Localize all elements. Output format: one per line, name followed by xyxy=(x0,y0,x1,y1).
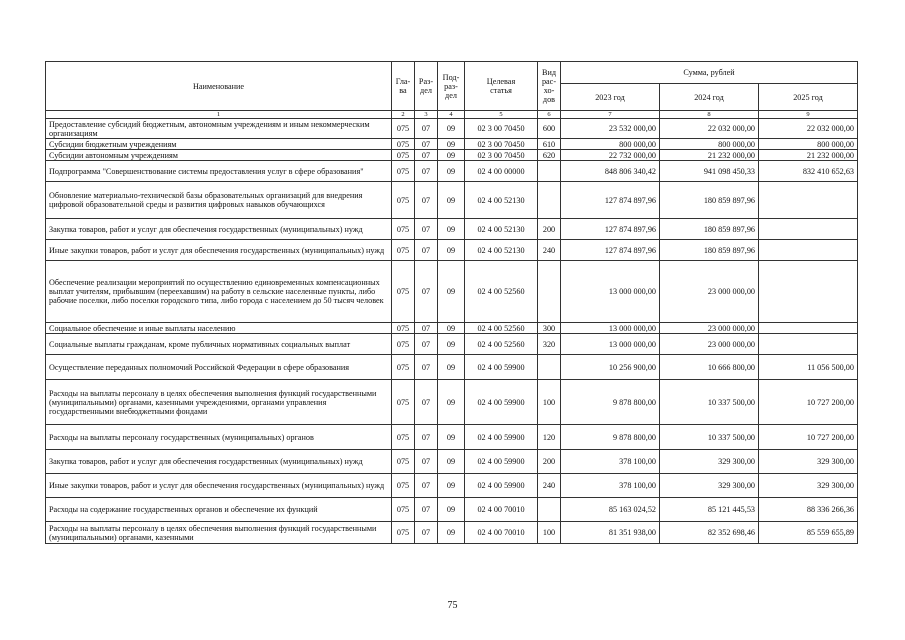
row-sum-2023: 378 100,00 xyxy=(561,450,660,474)
row-sum-2024: 23 000 000,00 xyxy=(660,334,759,355)
table-row xyxy=(46,334,858,355)
row-sum-2023: 800 000,00 xyxy=(561,139,660,150)
row-expense-type: 610 xyxy=(538,139,561,150)
row-razdel: 07 xyxy=(415,119,438,139)
row-expense-type: 200 xyxy=(538,450,561,474)
table-row xyxy=(46,150,858,161)
row-sum-2023: 127 874 897,96 xyxy=(561,240,660,261)
header-year-2025: 2025 год xyxy=(759,84,858,111)
row-sum-2025: 329 300,00 xyxy=(759,450,858,474)
row-sum-2025 xyxy=(759,240,858,261)
row-name: Субсидии бюджетным учреждениям xyxy=(46,139,392,150)
row-glava: 075 xyxy=(392,261,415,323)
row-name: Закупка товаров, работ и услуг для обеспечения государственных (муниципальных) нужд xyxy=(46,450,392,474)
table-body xyxy=(46,119,858,544)
row-target-article: 02 4 00 59900 xyxy=(465,425,538,450)
row-sum-2024: 329 300,00 xyxy=(660,474,759,498)
row-glava: 075 xyxy=(392,119,415,139)
row-sum-2025 xyxy=(759,261,858,323)
row-razdel: 07 xyxy=(415,219,438,240)
row-sum-2025: 21 232 000,00 xyxy=(759,150,858,161)
row-razdel: 07 xyxy=(415,323,438,334)
row-target-article: 02 4 00 52560 xyxy=(465,334,538,355)
column-number: 7 xyxy=(561,111,660,119)
row-podrazdel: 09 xyxy=(438,474,465,498)
row-sum-2023: 9 878 800,00 xyxy=(561,425,660,450)
row-glava: 075 xyxy=(392,474,415,498)
row-podrazdel: 09 xyxy=(438,425,465,450)
row-sum-2024: 180 859 897,96 xyxy=(660,219,759,240)
row-sum-2025 xyxy=(759,219,858,240)
table-row xyxy=(46,161,858,182)
table-row xyxy=(46,240,858,261)
row-target-article: 02 4 00 59900 xyxy=(465,474,538,498)
table-header xyxy=(46,62,858,119)
row-glava: 075 xyxy=(392,355,415,380)
row-expense-type: 100 xyxy=(538,522,561,544)
table-row xyxy=(46,474,858,498)
row-sum-2024: 180 859 897,96 xyxy=(660,240,759,261)
row-expense-type xyxy=(538,498,561,522)
row-sum-2025: 329 300,00 xyxy=(759,474,858,498)
header-target-article: Целевая статья xyxy=(465,62,538,111)
row-sum-2025: 22 032 000,00 xyxy=(759,119,858,139)
table-row xyxy=(46,425,858,450)
row-target-article: 02 3 00 70450 xyxy=(465,119,538,139)
row-expense-type: 120 xyxy=(538,425,561,450)
row-expense-type xyxy=(538,355,561,380)
row-target-article: 02 4 00 00000 xyxy=(465,161,538,182)
header-glava: Гла- ва xyxy=(392,62,415,111)
row-name: Субсидии автономным учреждениям xyxy=(46,150,392,161)
row-expense-type: 100 xyxy=(538,380,561,425)
row-target-article: 02 4 00 59900 xyxy=(465,450,538,474)
row-sum-2025: 10 727 200,00 xyxy=(759,425,858,450)
row-razdel: 07 xyxy=(415,161,438,182)
row-target-article: 02 4 00 52130 xyxy=(465,219,538,240)
column-number: 9 xyxy=(759,111,858,119)
row-sum-2023: 81 351 938,00 xyxy=(561,522,660,544)
row-name: Иные закупки товаров, работ и услуг для обеспечения государственных (муниципальных) нужд xyxy=(46,240,392,261)
row-razdel: 07 xyxy=(415,182,438,219)
row-expense-type: 240 xyxy=(538,474,561,498)
row-sum-2024: 85 121 445,53 xyxy=(660,498,759,522)
row-podrazdel: 09 xyxy=(438,522,465,544)
row-sum-2025: 10 727 200,00 xyxy=(759,380,858,425)
column-number: 6 xyxy=(538,111,561,119)
row-name: Предоставление субсидий бюджетным, автономным учреждениям и иным некоммерческим организациям xyxy=(46,119,392,139)
row-glava: 075 xyxy=(392,498,415,522)
column-number: 8 xyxy=(660,111,759,119)
row-razdel: 07 xyxy=(415,380,438,425)
row-name: Расходы на выплаты персоналу государственных (муниципальных) органов xyxy=(46,425,392,450)
row-sum-2023: 85 163 024,52 xyxy=(561,498,660,522)
row-name: Расходы на выплаты персоналу в целях обеспечения выполнения функций государственными (муниципальными) органами, казенными учреждениями, органами управления государственными внебюджетными фондами xyxy=(46,380,392,425)
page-number: 75 xyxy=(447,600,458,611)
row-name: Обновление материально-технической базы образовательных организаций для внедрения цифровой образовательной среды и развития цифровых навыков обучающихся xyxy=(46,182,392,219)
row-sum-2023: 127 874 897,96 xyxy=(561,182,660,219)
row-podrazdel: 09 xyxy=(438,139,465,150)
row-sum-2023: 9 878 800,00 xyxy=(561,380,660,425)
row-sum-2023: 378 100,00 xyxy=(561,474,660,498)
row-razdel: 07 xyxy=(415,450,438,474)
row-glava: 075 xyxy=(392,522,415,544)
row-sum-2025 xyxy=(759,334,858,355)
row-podrazdel: 09 xyxy=(438,240,465,261)
table-row xyxy=(46,522,858,544)
row-podrazdel: 09 xyxy=(438,380,465,425)
row-sum-2023: 23 532 000,00 xyxy=(561,119,660,139)
row-target-article: 02 4 00 52130 xyxy=(465,240,538,261)
row-glava: 075 xyxy=(392,425,415,450)
row-razdel: 07 xyxy=(415,139,438,150)
row-glava: 075 xyxy=(392,182,415,219)
row-sum-2024: 800 000,00 xyxy=(660,139,759,150)
row-razdel: 07 xyxy=(415,522,438,544)
row-sum-2024: 10 666 800,00 xyxy=(660,355,759,380)
table-row xyxy=(46,380,858,425)
column-number: 2 xyxy=(392,111,415,119)
column-number: 3 xyxy=(415,111,438,119)
table-row xyxy=(46,119,858,139)
row-target-article: 02 4 00 52130 xyxy=(465,182,538,219)
row-podrazdel: 09 xyxy=(438,323,465,334)
row-sum-2023: 848 806 340,42 xyxy=(561,161,660,182)
row-sum-2024: 180 859 897,96 xyxy=(660,182,759,219)
row-sum-2023: 13 000 000,00 xyxy=(561,261,660,323)
row-razdel: 07 xyxy=(415,498,438,522)
header-expense-type: Вид рас- хо- дов xyxy=(538,62,561,111)
header-year-2023: 2023 год xyxy=(561,84,660,111)
row-expense-type xyxy=(538,182,561,219)
row-target-article: 02 4 00 52560 xyxy=(465,323,538,334)
row-glava: 075 xyxy=(392,323,415,334)
table-row xyxy=(46,261,858,323)
header-name: Наименование xyxy=(46,62,392,111)
row-expense-type xyxy=(538,161,561,182)
column-number: 4 xyxy=(438,111,465,119)
row-glava: 075 xyxy=(392,161,415,182)
row-podrazdel: 09 xyxy=(438,182,465,219)
row-expense-type: 200 xyxy=(538,219,561,240)
row-glava: 075 xyxy=(392,150,415,161)
row-razdel: 07 xyxy=(415,240,438,261)
row-sum-2024: 82 352 698,46 xyxy=(660,522,759,544)
row-target-article: 02 3 00 70450 xyxy=(465,139,538,150)
row-sum-2023: 127 874 897,96 xyxy=(561,219,660,240)
row-podrazdel: 09 xyxy=(438,450,465,474)
header-razdel: Раз- дел xyxy=(415,62,438,111)
column-number-row xyxy=(46,111,858,119)
row-sum-2025 xyxy=(759,323,858,334)
row-expense-type xyxy=(538,261,561,323)
row-expense-type: 600 xyxy=(538,119,561,139)
row-podrazdel: 09 xyxy=(438,498,465,522)
row-podrazdel: 09 xyxy=(438,219,465,240)
header-sum-title: Сумма, рублей xyxy=(561,62,858,84)
row-sum-2025: 88 336 266,36 xyxy=(759,498,858,522)
row-sum-2023: 10 256 900,00 xyxy=(561,355,660,380)
row-target-article: 02 4 00 59900 xyxy=(465,380,538,425)
row-target-article: 02 3 00 70450 xyxy=(465,150,538,161)
row-sum-2023: 13 000 000,00 xyxy=(561,323,660,334)
row-sum-2024: 10 337 500,00 xyxy=(660,380,759,425)
row-razdel: 07 xyxy=(415,334,438,355)
row-razdel: 07 xyxy=(415,474,438,498)
row-sum-2025: 800 000,00 xyxy=(759,139,858,150)
row-razdel: 07 xyxy=(415,150,438,161)
row-sum-2024: 329 300,00 xyxy=(660,450,759,474)
row-glava: 075 xyxy=(392,380,415,425)
budget-document-page xyxy=(45,61,857,544)
row-name: Обеспечение реализации мероприятий по осуществлению единовременных компенсационных выплат учителям, прибывшим (переехавшим) на работу в сельские населенные пункты, либо рабочие поселки, либо поселки городского типа, либо города с населением до 50 тысяч человек xyxy=(46,261,392,323)
row-name: Социальные выплаты гражданам, кроме публичных нормативных социальных выплат xyxy=(46,334,392,355)
row-sum-2024: 23 000 000,00 xyxy=(660,323,759,334)
budget-table xyxy=(45,61,858,544)
column-number: 1 xyxy=(46,111,392,119)
row-target-article: 02 4 00 70010 xyxy=(465,498,538,522)
row-podrazdel: 09 xyxy=(438,355,465,380)
row-podrazdel: 09 xyxy=(438,334,465,355)
row-target-article: 02 4 00 52560 xyxy=(465,261,538,323)
row-name: Расходы на выплаты персоналу в целях обеспечения выполнения функций государственными (муниципальными) органами, казенными xyxy=(46,522,392,544)
row-sum-2025: 11 056 500,00 xyxy=(759,355,858,380)
row-expense-type: 620 xyxy=(538,150,561,161)
row-name: Закупка товаров, работ и услуг для обеспечения государственных (муниципальных) нужд xyxy=(46,219,392,240)
row-name: Расходы на содержание государственных органов и обеспечение их функций xyxy=(46,498,392,522)
row-target-article: 02 4 00 59900 xyxy=(465,355,538,380)
row-razdel: 07 xyxy=(415,261,438,323)
row-sum-2025 xyxy=(759,182,858,219)
row-glava: 075 xyxy=(392,334,415,355)
row-name: Подпрограмма "Совершенствование системы предоставления услуг в сфере образования" xyxy=(46,161,392,182)
row-razdel: 07 xyxy=(415,425,438,450)
row-target-article: 02 4 00 70010 xyxy=(465,522,538,544)
row-sum-2024: 10 337 500,00 xyxy=(660,425,759,450)
table-row xyxy=(46,139,858,150)
row-razdel: 07 xyxy=(415,355,438,380)
row-sum-2024: 941 098 450,33 xyxy=(660,161,759,182)
table-row xyxy=(46,219,858,240)
row-sum-2025: 832 410 652,63 xyxy=(759,161,858,182)
row-podrazdel: 09 xyxy=(438,119,465,139)
header-podrazdel: Под- раз- дел xyxy=(438,62,465,111)
column-number: 5 xyxy=(465,111,538,119)
table-row xyxy=(46,182,858,219)
row-name: Осуществление переданных полномочий Российской Федерации в сфере образования xyxy=(46,355,392,380)
row-sum-2024: 21 232 000,00 xyxy=(660,150,759,161)
row-name: Социальное обеспечение и иные выплаты населению xyxy=(46,323,392,334)
row-sum-2025: 85 559 655,89 xyxy=(759,522,858,544)
row-glava: 075 xyxy=(392,219,415,240)
row-sum-2024: 22 032 000,00 xyxy=(660,119,759,139)
table-row xyxy=(46,323,858,334)
row-glava: 075 xyxy=(392,139,415,150)
row-sum-2024: 23 000 000,00 xyxy=(660,261,759,323)
row-podrazdel: 09 xyxy=(438,161,465,182)
row-expense-type: 320 xyxy=(538,334,561,355)
row-sum-2023: 22 732 000,00 xyxy=(561,150,660,161)
row-glava: 075 xyxy=(392,240,415,261)
row-expense-type: 300 xyxy=(538,323,561,334)
header-year-2024: 2024 год xyxy=(660,84,759,111)
row-name: Иные закупки товаров, работ и услуг для обеспечения государственных (муниципальных) нужд xyxy=(46,474,392,498)
row-sum-2023: 13 000 000,00 xyxy=(561,334,660,355)
row-glava: 075 xyxy=(392,450,415,474)
table-row xyxy=(46,355,858,380)
table-row xyxy=(46,450,858,474)
table-row xyxy=(46,498,858,522)
row-podrazdel: 09 xyxy=(438,150,465,161)
row-podrazdel: 09 xyxy=(438,261,465,323)
row-expense-type: 240 xyxy=(538,240,561,261)
